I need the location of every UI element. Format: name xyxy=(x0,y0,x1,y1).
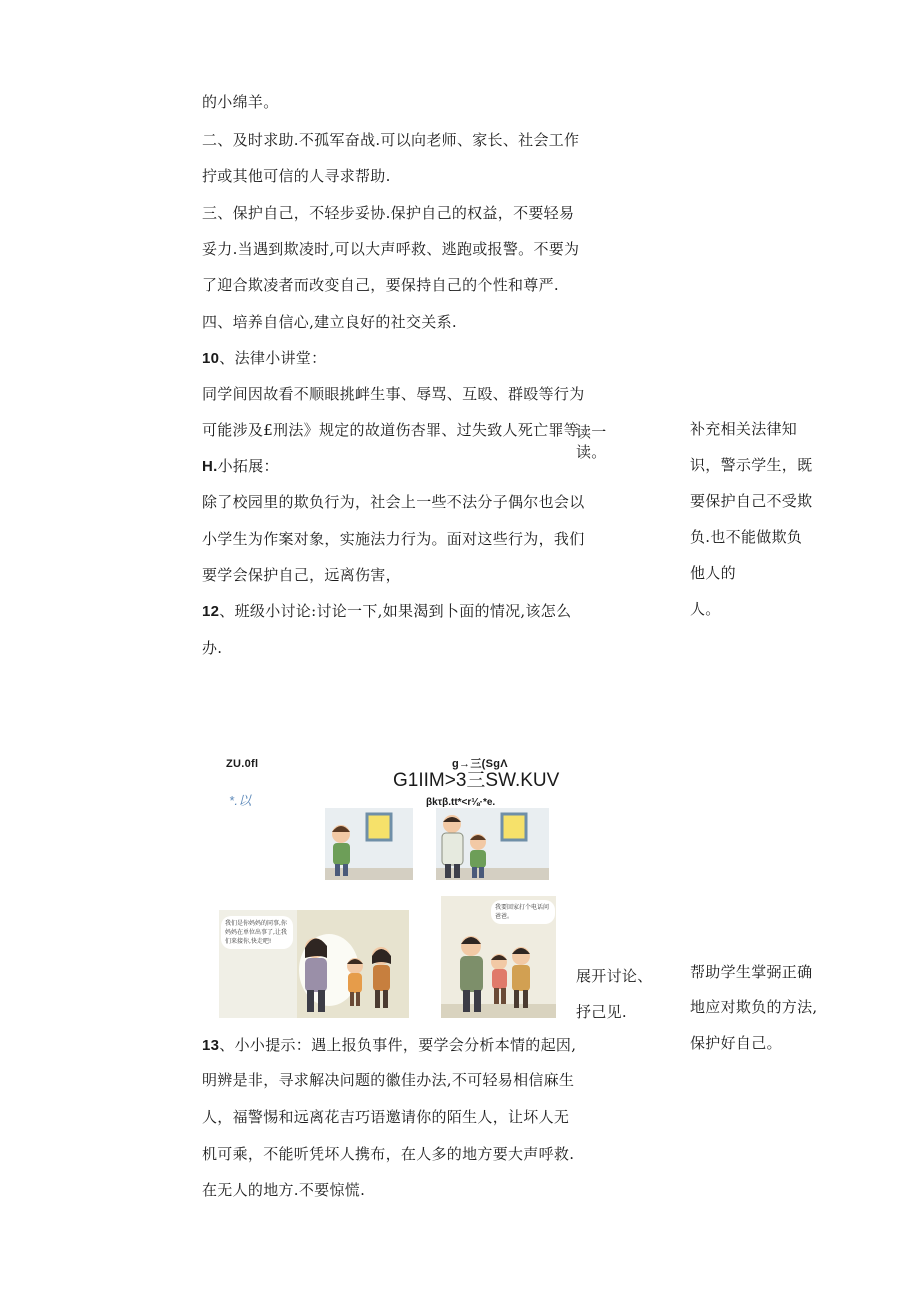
intent-line: 保护好自己。 xyxy=(690,1034,782,1052)
text-line: 了迎合欺凌者而改变自己，要保持自己的个性和尊严. xyxy=(202,276,559,294)
intent-line: 他人的 xyxy=(690,564,736,582)
text-line: 要学会保护自己，远离伤害， xyxy=(202,566,401,584)
text-line: 可能涉及£刑法》规定的故道伤杏罪、过失致人死亡罪等 xyxy=(202,421,580,439)
item-12-heading xyxy=(202,601,571,622)
intent-line: 负.也不能做欺负 xyxy=(690,528,803,546)
comic-panel-3 xyxy=(219,910,409,1018)
text-line: 二、及时求助.不孤军奋战.可以向老师、家长、社会工作 xyxy=(202,131,580,149)
text-line: 三、保护自己，不轻步妥协.保护自己的权益，不要轻易 xyxy=(202,204,575,222)
figure-left-label: ZU.0fl xyxy=(226,758,259,770)
item-title: 、班级小讨论:讨论一下,如果渴到卜面的情况,该怎么 xyxy=(219,602,572,620)
item-11-heading xyxy=(202,456,279,477)
item-title: 、法律小讲堂： xyxy=(219,349,327,367)
text-line: 办. xyxy=(202,639,223,657)
intent-line: 人。 xyxy=(690,600,721,618)
comic-panel-1 xyxy=(325,808,413,880)
activity-discuss-1: 展开讨论、 xyxy=(576,967,653,985)
item-number: 10 xyxy=(202,350,220,367)
text-line: 妥力.当遇到欺凌时,可以大声呼救、逃跑或报警。不要为 xyxy=(202,240,580,258)
figure-right-label-top: g→三(SgΛ xyxy=(452,758,508,770)
text-line: 的小绵羊。 xyxy=(202,93,279,111)
figure-right-label-main: G1IIM>3三SW.KUV xyxy=(393,770,560,791)
item-title: 、小小提示：遇上报负事件，要学会分析本情的起因, xyxy=(219,1036,577,1054)
intent-line: 识，警示学生，既 xyxy=(690,456,813,474)
activity-read-1: 读一 xyxy=(576,423,607,441)
text-line: 机可乘，不能听凭坏人携布，在人多的地方要大声呼救. xyxy=(202,1145,575,1163)
text-line: 明辨是非，寻求解决问题的徽佳办法,不可轻易相信麻生 xyxy=(202,1071,575,1089)
intent-line: 地应对欺负的方法, xyxy=(690,998,818,1016)
comic-panel-4 xyxy=(441,896,556,1018)
speech-bubble-right: 我要回家打个电话问爸爸。 xyxy=(491,900,555,924)
text-line: 四、培养自信心,建立良好的社交关系. xyxy=(202,313,457,331)
text-line: 同学间因故看不顺眼挑衅生事、辱骂、互殴、群殴等行为 xyxy=(202,385,585,403)
text-line: 除了校园里的欺负行为，社会上一些不法分子偶尔也会以 xyxy=(202,493,585,511)
item-10-heading xyxy=(202,348,326,369)
activity-discuss-2: 抒己见. xyxy=(576,1003,627,1021)
text-line: 拧或其他可信的人寻求帮助. xyxy=(202,167,391,185)
item-13-heading xyxy=(202,1035,576,1056)
figure-left-sub: *.以 xyxy=(229,793,252,808)
figure-right-label-sub: βkτβ.tt*<r⅛·*e. xyxy=(426,797,496,808)
activity-read-2: 读。 xyxy=(576,443,607,461)
text-line: 人，福警惕和远离花吉巧语邀请你的陌生人，让坏人无 xyxy=(202,1108,570,1126)
item-number: 13 xyxy=(202,1037,220,1054)
intent-line: 要保护自己不受欺 xyxy=(690,492,813,510)
item-title: 小拓展： xyxy=(217,457,279,475)
item-number: H. xyxy=(202,458,218,475)
text-line: 在无人的地方.不要惊慌. xyxy=(202,1181,366,1199)
speech-bubble-left: 我们是你妈妈的同事,你妈妈在单位出事了,让我们来接你,快走吧! xyxy=(221,916,293,949)
intent-line: 帮助学生掌弼正确 xyxy=(690,963,813,981)
intent-line: 补充相关法律知 xyxy=(690,420,798,438)
stranger-approach-illustration xyxy=(436,808,549,880)
boy-waiting-illustration xyxy=(325,808,413,880)
comic-panel-2 xyxy=(436,808,549,880)
text-line: 小学生为作案对象，实施法力行为。面对这些行为，我们 xyxy=(202,530,585,548)
item-number: 12 xyxy=(202,603,220,620)
